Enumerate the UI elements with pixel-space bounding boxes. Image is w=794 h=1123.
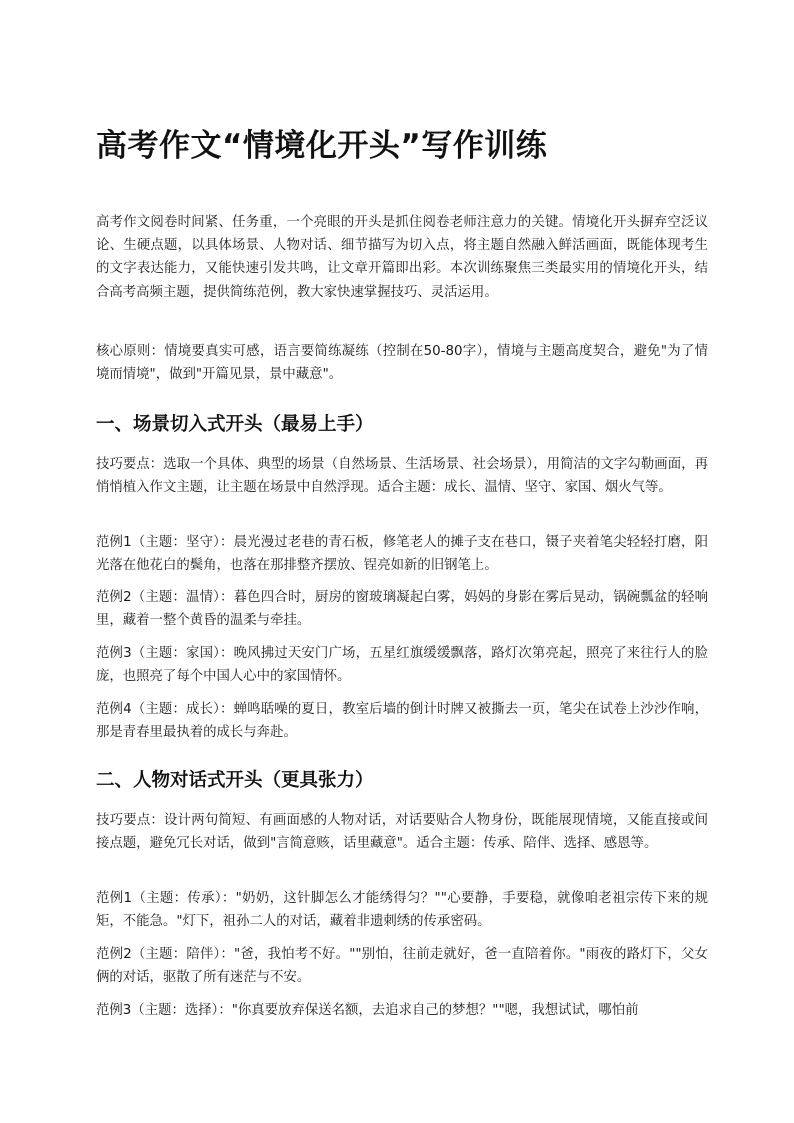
section-tip-dialogue: 技巧要点：设计两句简短、有画面感的人物对话，对话要贴合人物身份，既能展现情境，又能直接或间接点题，避免冗长对话，做到"言简意赅，话里藏意"。适合主题：传承、陪伴、选择、感恩等。 xyxy=(96,813,708,852)
example-paragraph: 范例1（主题：传承）："奶奶，这针脚怎么才能绣得匀？""心要静，手要稳，就像咱老祖宗传下来的规矩，不能急。"灯下，祖孙二人的对话，藏着非遗刺绣的传承密码。 xyxy=(96,891,708,930)
example-paragraph: 范例2（主题：陪伴）："爸，我怕考不好。""别怕，往前走就好，爸一直陪着你。"雨夜的路灯下，父女俩的对话，驱散了所有迷茫与不安。 xyxy=(96,947,708,986)
section-tip-scene: 技巧要点：选取一个具体、典型的场景（自然场景、生活场景、社会场景），用简洁的文字勾勒画面，再悄悄植入作文主题，让主题在场景中自然浮现。适合主题：成长、温情、坚守、家国、烟火气等。 xyxy=(96,457,708,496)
section-heading-dialogue: 二、人物对话式开头（更具张力） xyxy=(96,770,374,791)
intro-paragraph: 高考作文阅卷时间紧、任务重，一个亮眼的开头是抓住阅卷老师注意力的关键。情境化开头摒弃空泛议论、生硬点题，以具体场景、人物对话、细节描写为切入点，将主题自然融入鲜活画面，既能体现考生的文字表达能力，又能快速引发共鸣，让文章开篇即出彩。本次训练聚焦三类最实用的情境化开头，结合高考高频主题，提供简练范例，教大家快速掌握技巧、灵活运用。 xyxy=(96,215,708,300)
section-heading-scene: 一、场景切入式开头（最易上手） xyxy=(96,414,374,435)
example-paragraph: 范例2（主题：温情）：暮色四合时，厨房的窗玻璃凝起白雾，妈妈的身影在雾后晃动，锅碗瓢盆的轻响里，藏着一整个黄昏的温柔与牵挂。 xyxy=(96,590,708,629)
document-title: 高考作文“情境化开头”写作训练 xyxy=(96,128,548,164)
core-principle-paragraph: 核心原则：情境要真实可感，语言要简练凝练（控制在50-80字），情境与主题高度契合，避免"为了情境而情境"，做到"开篇见景，景中藏意"。 xyxy=(96,344,708,383)
example-paragraph: 范例4（主题：成长）：蝉鸣聒噪的夏日，教室后墙的倒计时牌又被撕去一页，笔尖在试卷上沙沙作响，那是青春里最执着的成长与奔赴。 xyxy=(96,702,708,741)
example-paragraph: 范例3（主题：家国）：晚风拂过天安门广场，五星红旗缓缓飘落，路灯次第亮起，照亮了来往行人的脸庞，也照亮了每个中国人心中的家国情怀。 xyxy=(96,646,708,685)
example-paragraph: 范例1（主题：坚守）：晨光漫过老巷的青石板，修笔老人的摊子支在巷口，镊子夹着笔尖轻轻打磨，阳光落在他花白的鬓角，也落在那排整齐摆放、锃亮如新的旧钢笔上。 xyxy=(96,535,708,574)
example-paragraph: 范例3（主题：选择）："你真要放弃保送名额，去追求自己的梦想？""嗯，我想试试，哪怕前 xyxy=(96,1003,639,1018)
